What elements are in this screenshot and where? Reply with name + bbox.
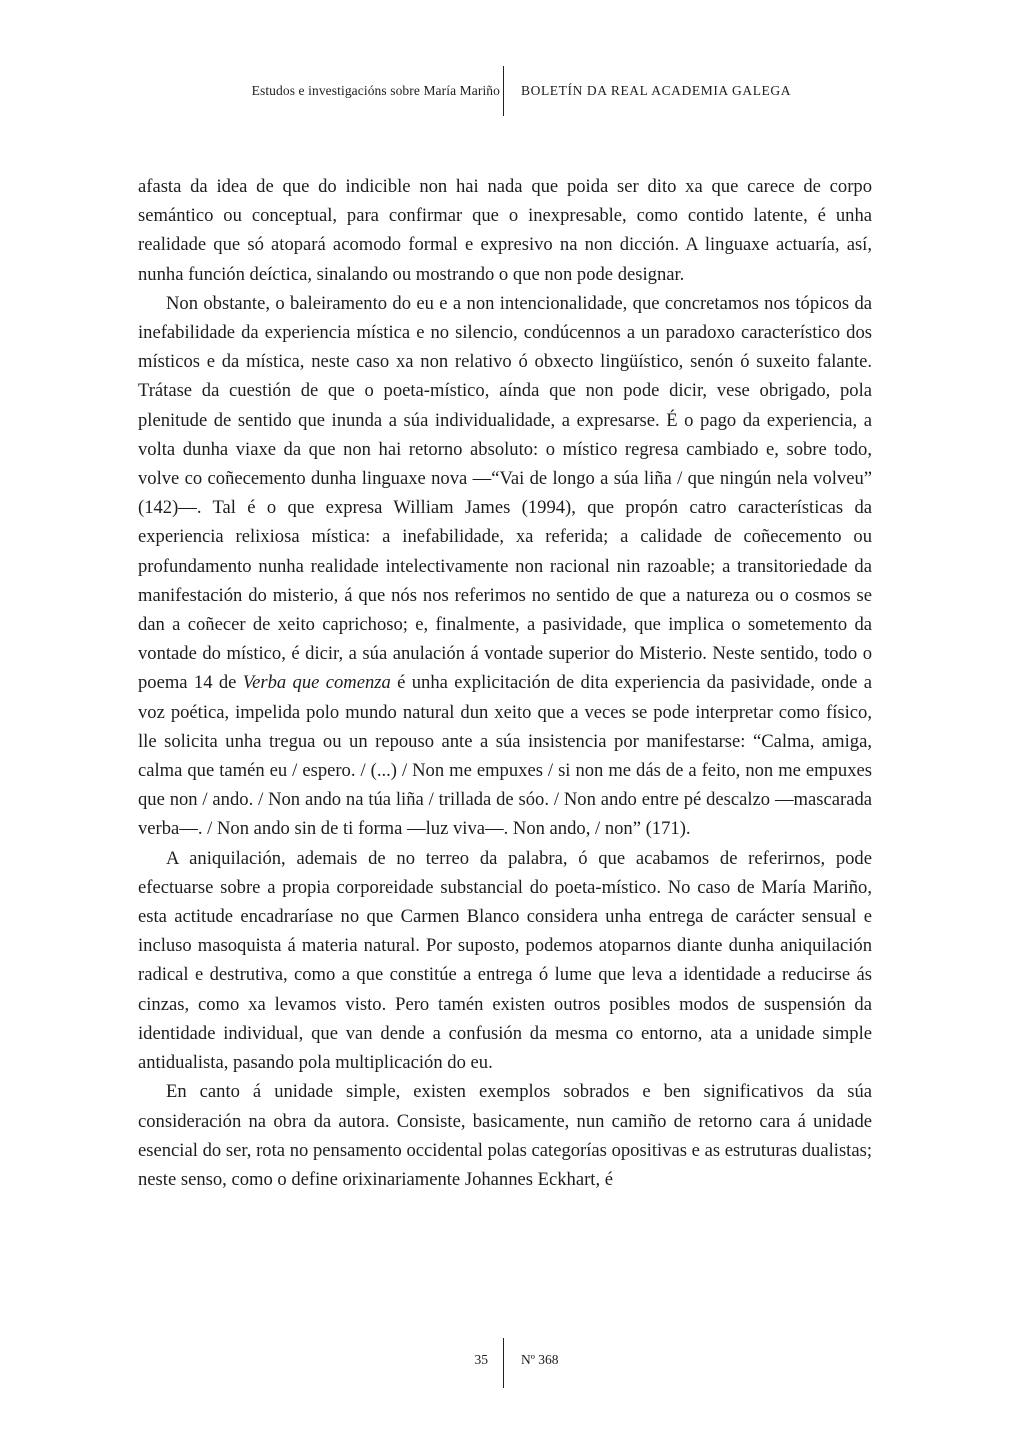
page-number: 35 <box>474 1352 488 1367</box>
issue-number: Nº 368 <box>521 1352 559 1367</box>
paragraph-text: Non obstante, o baleiramento do eu e a non intencionalidade, que concretamos nos tópicos da inefabilidade da experiencia mística e no silencio, condúcennos a un paradoxo característico dos místicos e da mística, neste caso xa non relativo ó obxecto lingüístico, senón ó suxeito falante. Trátase da cuestión de que o poeta-místico, aínda que non pode dicir, vese obrigado, pola plenitude de sentido que inunda a súa individualidade, a expresarse. É o pago da experiencia, a volta dunha viaxe da que non hai retorno absoluto: o místico regresa cambiado e, sobre todo, volve co coñecemento dunha linguaxe nova —“Vai de longo a súa liña / que ningún nela volveu” (142)—. Tal é o que expresa William James (1994), que propón catro características da experiencia relixiosa mística: a inefabilidade, xa referida; a calidade de coñecemento ou profundamento nunha realidade intelectivamente non racional nin razoable; a transitoriedade da manifestación do misterio, á que nós nos referimos no sentido de que a natureza ou o cosmos se dan a coñecer de xeito caprichoso; e, finalmente, a pasividade, que implica o sometemento da vontade do místico, é dicir, a súa anulación á vontade superior do Misterio. Neste sentido, todo o poema 14 de <box>138 292 872 694</box>
running-footer <box>0 1338 1010 1388</box>
header-section-title: Estudos e investigacións sobre María Mariño <box>251 83 500 98</box>
paragraph-text: A aniquilación, ademais de no terreo da palabra, ó que acabamos de referirnos, pode efectuarse sobre a propia corporeidade substancial do poeta-místico. No caso de María Mariño, esta actitude encadraríase no que Carmen Blanco considera unha entrega de carácter sensual e incluso masoquista á materia natural. Por suposto, podemos atoparnos diante dunha aniquilación radical e destrutiva, como a que constitúe a entrega ó lume que leva a identidade a reducirse ás cinzas, como xa levamos visto. Pero tamén existen outros posibles modos de suspensión da identidade individual, que van dende a confusión da mesma co entorno, ata a unidade simple antidualista, pasando pola multiplicación do eu. <box>138 847 872 1074</box>
paragraph-text: afasta da idea de que do indicible non hai nada que poida ser dito xa que carece de corpo semántico ou conceptual, para confirmar que o inexpresable, como contido latente, é unha realidade que só atopará acomodo formal e expresivo na non dicción. A linguaxe actuaría, así, nunha función deíctica, sinalando ou mostrando o que non pode designar. <box>138 176 872 285</box>
running-header <box>0 64 1010 116</box>
article-body <box>138 172 872 1194</box>
header-divider <box>503 66 504 116</box>
paragraph <box>138 1077 872 1194</box>
header-journal-title: BOLETÍN DA REAL ACADEMIA GALEGA <box>521 83 792 98</box>
paragraph-text: En canto á unidade simple, existen exemplos sobrados e ben significativos da súa consideración na obra da autora. Consiste, basicamente, nun camiño de retorno cara á unidade esencial do ser, rota no pensamento occidental polas categorías opositivas e as estruturas dualistas; neste senso, como o define orixinariamente Johannes Eckhart, é <box>138 1081 872 1190</box>
paragraph <box>138 172 872 289</box>
paragraph-text: é unha explicitación de dita experiencia da pasividade, onde a voz poética, impelida polo mundo natural dun xeito que a veces se pode interpretar como físico, lle solicita unha tregua ou un repouso ante a súa insistencia por manifestarse: “Calma, amiga, calma que tamén eu / espero. / (...) / Non me empuxes / si non me dás de a feito, non me empuxes que non / ando. / Non ando na túa liña / trillada de sóo. / Non ando entre pé descalzo —mascarada verba—. / Non ando sin de ti forma —luz viva—. Non ando, / non” (171). <box>138 672 872 840</box>
book-title: Verba que comenza <box>242 672 391 694</box>
paragraph <box>138 289 872 844</box>
paragraph <box>138 844 872 1078</box>
footer-divider <box>503 1338 504 1388</box>
